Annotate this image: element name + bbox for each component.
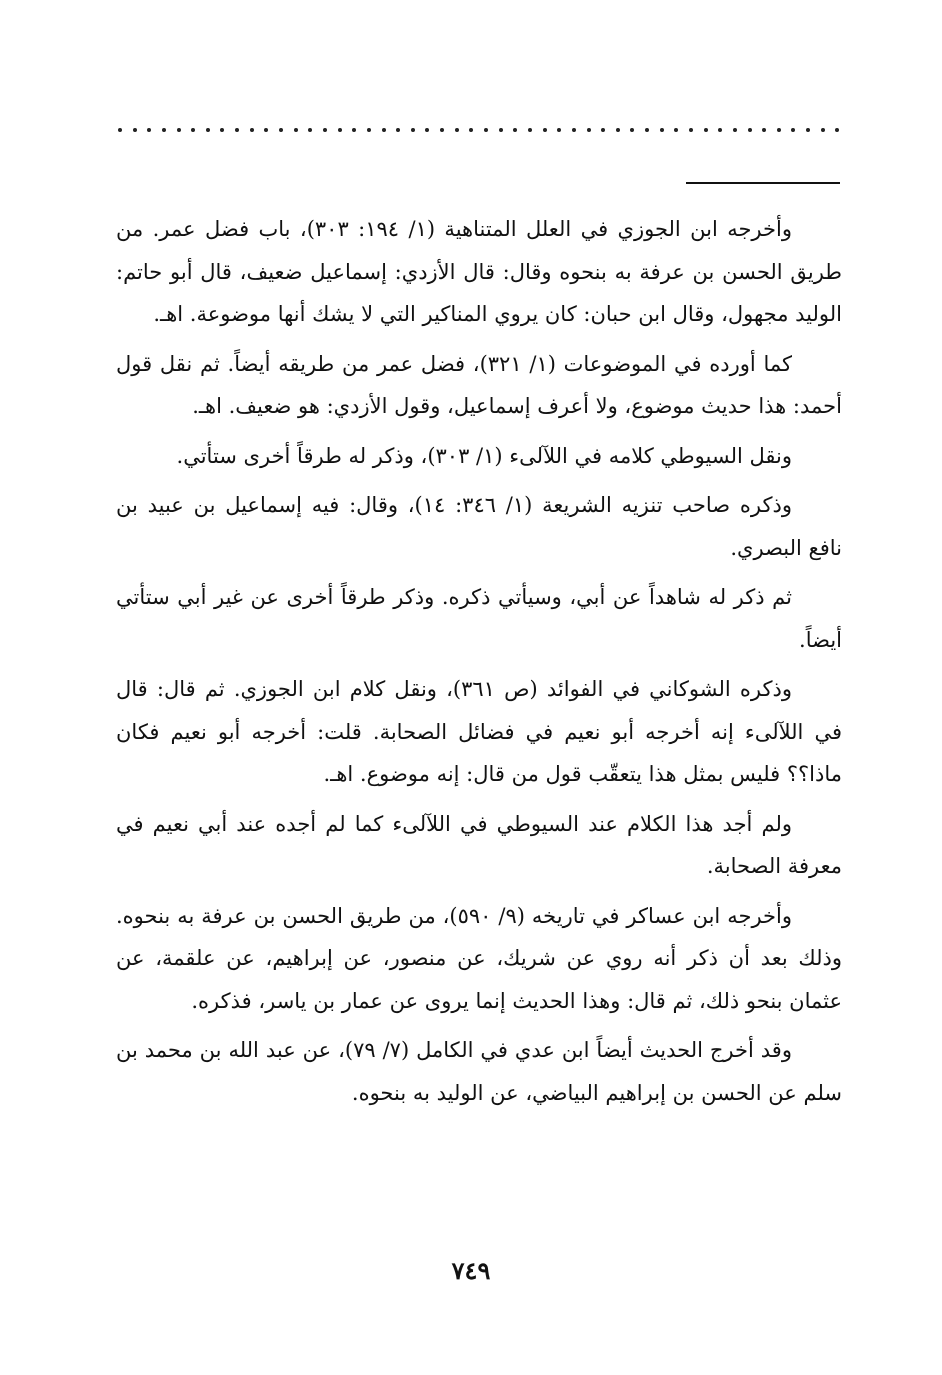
paragraph: ولم أجد هذا الكلام عند السيوطي في اللآلىء كما لم أجده عند أبي نعيم في معرفة الصحابة. (116, 811, 842, 878)
paragraph: ونقل السيوطي كلامه في اللآلىء (١/ ٣٠٣)، وذكر له طرقاً أخرى ستأتي. (176, 443, 792, 468)
footnote-rule (686, 182, 840, 184)
footnote-text (116, 208, 842, 1121)
paragraph: ثم ذكر له شاهداً عن أبي، وسيأتي ذكره. وذكر طرقاً أخرى عن غير أبي ستأتي أيضاً. (116, 585, 842, 652)
paragraph: وأخرجه ابن الجوزي في العلل المتناهية (١/ ١٩٤: ٣٠٣)، باب فضل عمر. من طريق الحسن بن عرفة به بنحوه وقال: قال الأزدي: إسماعيل ضعيف، قال أبو حاتم: الوليد مجهول، وقال ابن حبان: كان يروي المناكير التي لا يشك أنها موضوعة. اهـ. (116, 217, 842, 326)
paragraph: وذكره الشوكاني في الفوائد (ص ٣٦١)، ونقل كلام ابن الجوزي. ثم قال: قال في اللآلىء إنه أخرجه أبو نعيم في فضائل الصحابة. قلت: أخرجه أبو نعيم فكان ماذا؟؟ فليس بمثل هذا يتعقّب قول من قال: إنه موضوع. اهـ. (116, 677, 842, 786)
paragraph: وذكره صاحب تنزيه الشريعة (١/ ٣٤٦: ١٤)، وقال: فيه إسماعيل بن عبيد بن نافع البصري. (116, 493, 842, 560)
paragraph: وأخرجه ابن عساكر في تاريخه (٩/ ٥٩٠)، من طريق الحسن بن عرفة به بنحوه. وذلك بعد أن ذكر أنه روي عن شريك، عن منصور، عن إبراهيم، عن علقمة، عن عثمان بنحو ذلك، ثم قال: وهذا الحديث إنما يروى عن عمار بن ياسر، فذكره. (116, 903, 842, 1013)
page-number: ٧٤٩ (451, 1256, 491, 1285)
paragraph: وقد أخرج الحديث أيضاً ابن عدي في الكامل (٧/ ٧٩)، عن عبد الله بن محمد بن سلم عن الحسن بن إبراهيم البياضي، عن الوليد به بنحوه. (116, 1038, 842, 1105)
paragraph: كما أورده في الموضوعات (١/ ٣٢١)، فضل عمر من طريقه أيضاً. ثم نقل قول أحمد: هذا حديث موضوع، ولا أعرف إسماعيل، وقول الأزدي: هو ضعيف. اهـ. (116, 351, 842, 418)
dotted-separator (118, 120, 840, 140)
